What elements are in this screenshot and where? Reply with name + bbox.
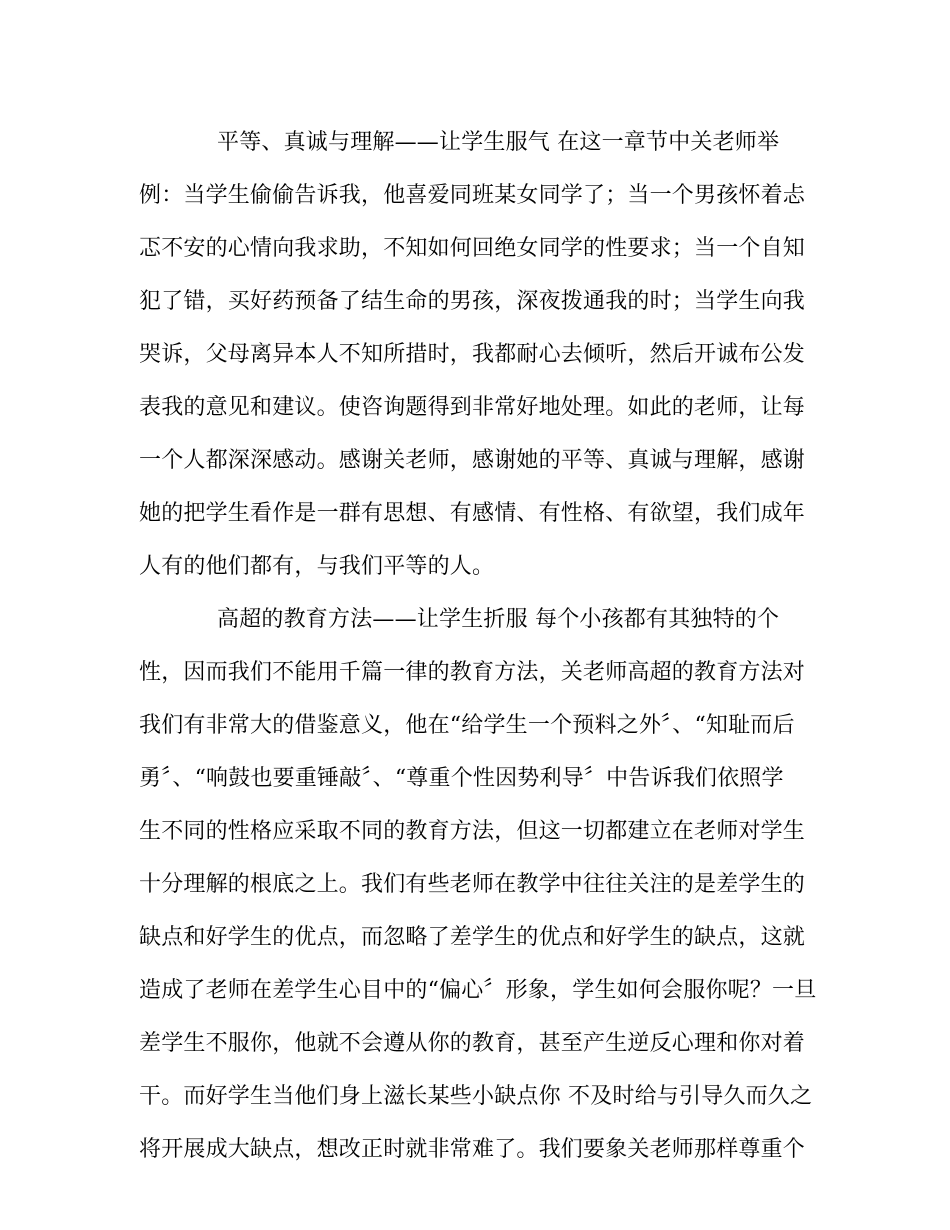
paragraph-1-line-2: 例：当学生偷偷告诉我，他喜爱同班某女同学了；当一个男孩怀着忐 — [139, 183, 806, 208]
paragraph-2-line-7: 缺点和好学生的优点，而忽略了差学生的优点和好学生的缺点，这就 — [139, 925, 806, 950]
paragraph-2-line-1: 高超的教育方法——让学生折服 每个小孩都有其独特的个 — [217, 607, 780, 632]
paragraph-2-line-11: 将开展成大缺点，想改正时就非常难了。我们要象关老师那样尊重个 — [139, 1137, 806, 1162]
paragraph-1-line-1: 平等、真诚与理解——让学生服气 在这一章节中关老师举 — [217, 130, 780, 155]
paragraph-2-line-6: 十分理解的根底之上。我们有些老师在教学中往往关注的是差学生的 — [139, 872, 806, 897]
paragraph-1-line-6: 表我的意见和建议。使咨询题得到非常好地处理。如此的老师，让每 — [139, 395, 806, 420]
paragraph-1-line-5: 哭诉，父母离异本人不知所措时，我都耐心去倾听，然后开诚布公发 — [139, 342, 806, 367]
paragraph-2-line-3: 我们有非常大的借鉴意义，他在“给学生一个预料之外〞、“知耻而后 — [139, 713, 795, 738]
paragraph-1-line-8: 她的把学生看作是一群有思想、有感情、有性格、有欲望，我们成年 — [139, 501, 806, 526]
paragraph-1-line-4: 犯了错，买好药预备了结生命的男孩，深夜拨通我的时；当学生向我 — [139, 289, 806, 314]
paragraph-2-line-8: 造成了老师在差学生心目中的“偏心〞形象，学生如何会服你呢？一旦 — [139, 978, 817, 1003]
paragraph-2-line-2: 性，因而我们不能用千篇一律的教育方法，关老师高超的教育方法对 — [139, 660, 806, 685]
paragraph-2-line-5: 生不同的性格应采取不同的教育方法，但这一切都建立在老师对学生 — [139, 819, 806, 844]
paragraph-2-line-4: 勇〞、“响鼓也要重锤敲〞、“尊重个性因势利导〞中告诉我们依照学 — [139, 766, 784, 791]
paragraph-1-line-7: 一个人都深深感动。感谢关老师，感谢她的平等、真诚与理解，感谢 — [139, 448, 806, 473]
paragraph-1-line-9: 人有的他们都有，与我们平等的人。 — [139, 554, 495, 579]
paragraph-2-line-10: 干。而好学生当他们身上滋长某些小缺点你 不及时给与引导久而久之 — [139, 1084, 813, 1109]
paragraph-1-line-3: 忑不安的心情向我求助，不知如何回绝女同学的性要求；当一个自知 — [139, 236, 806, 261]
paragraph-2-line-9: 差学生不服你，他就不会遵从你的教育，甚至产生逆反心理和你对着 — [139, 1031, 806, 1056]
